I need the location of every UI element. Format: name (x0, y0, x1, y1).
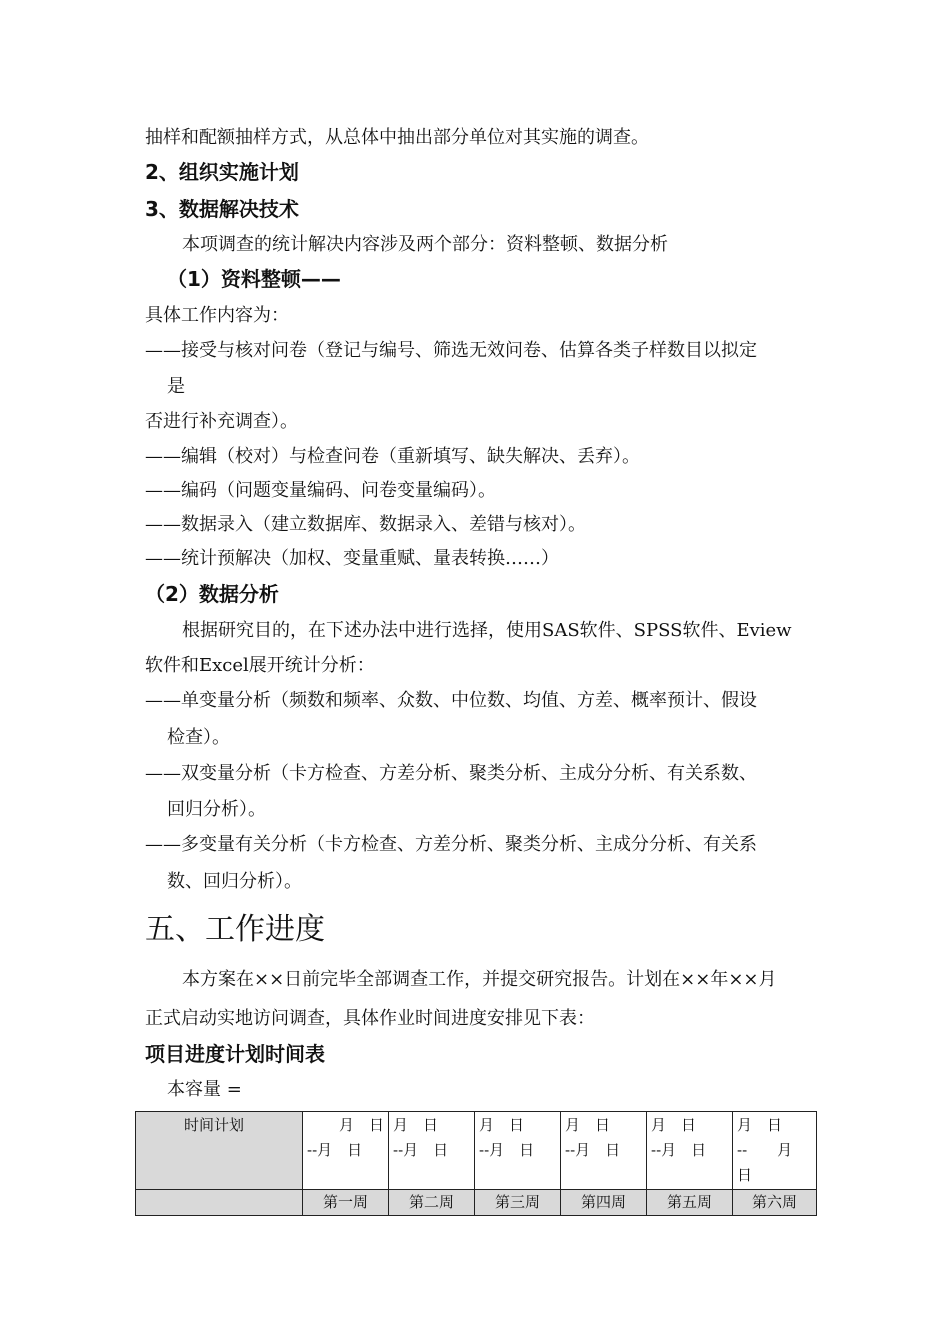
date-cell: 月 日 -- 月 日 (733, 1112, 817, 1190)
list-item: ——统计预解决（加权、变量重赋、量表转换……） (145, 548, 559, 569)
list-item-cont: 是 (167, 376, 185, 397)
date-cell: 月 日 --月 日 (647, 1112, 733, 1190)
list-item: ——多变量有关分析（卡方检查、方差分析、聚类分析、主成分分析、有关系 (145, 834, 757, 855)
week-cell: 第三周 (475, 1190, 561, 1216)
list-item: ——编码（问题变量编码、问卷变量编码）。 (145, 480, 496, 501)
schedule-table (135, 1111, 817, 1216)
heading-plan: 2、组织实施计划 (145, 160, 299, 184)
table-title: 项目进度计划时间表 (145, 1042, 325, 1066)
table-row (136, 1112, 817, 1190)
date-cell: 月 日 --月 日 (475, 1112, 561, 1190)
list-item: ——编辑（校对）与检查问卷（重新填写、缺失解决、丢弃）。 (145, 446, 640, 467)
paragraph-line: 根据研究目的，在下述办法中进行选择，使用SAS软件、SPSS软件、Eview (182, 620, 792, 641)
date-cell: 月 日 --月 日 (389, 1112, 475, 1190)
list-item-cont: 回归分析）。 (167, 799, 266, 820)
paragraph-line: 本方案在××日前完毕全部调查工作，并提交研究报告。计划在××年××月 (182, 969, 777, 990)
section-heading: 五、工作进度 (145, 912, 325, 947)
table-header-cell (136, 1190, 303, 1216)
table-row (136, 1190, 817, 1216)
list-item-cont: 数、回归分析）。 (167, 871, 302, 892)
date-cell: 月 日 --月 日 (303, 1112, 389, 1190)
paragraph-line: 抽样和配额抽样方式，从总体中抽出部分单位对其实施的调查。 (145, 127, 649, 148)
table-header-cell: 时间计划 (136, 1112, 303, 1190)
heading-tech: 3、数据解决技术 (145, 197, 299, 221)
paragraph-line: 具体工作内容为： (145, 305, 289, 326)
week-cell: 第五周 (647, 1190, 733, 1216)
week-cell: 第四周 (561, 1190, 647, 1216)
list-item: ——接受与核对问卷（登记与编号、筛选无效问卷、估算各类子样数目以拟定 (145, 340, 757, 361)
subheading-2: （2）数据分析 (145, 582, 279, 606)
date-cell: 月 日 --月 日 (561, 1112, 647, 1190)
week-cell: 第六周 (733, 1190, 817, 1216)
intro-line: 本项调查的统计解决内容涉及两个部分：资料整顿、数据分析 (182, 234, 668, 255)
week-cell: 第一周 (303, 1190, 389, 1216)
week-cell: 第二周 (389, 1190, 475, 1216)
list-item: ——单变量分析（频数和频率、众数、中位数、均值、方差、概率预计、假设 (145, 690, 757, 711)
list-item-cont: 否进行补充调查）。 (145, 411, 298, 432)
paragraph-line: 软件和Excel展开统计分析： (145, 655, 375, 676)
list-item-cont: 检查）。 (167, 727, 230, 748)
subheading-1: （1）资料整顿—— (167, 267, 341, 291)
capacity-line: 本容量 = (167, 1079, 242, 1100)
paragraph-line: 正式启动实地访问调查，具体作业时间进度安排见下表： (145, 1008, 595, 1029)
list-item: ——双变量分析（卡方检查、方差分析、聚类分析、主成分分析、有关系数、 (145, 763, 757, 784)
list-item: ——数据录入（建立数据库、数据录入、差错与核对）。 (145, 514, 586, 535)
